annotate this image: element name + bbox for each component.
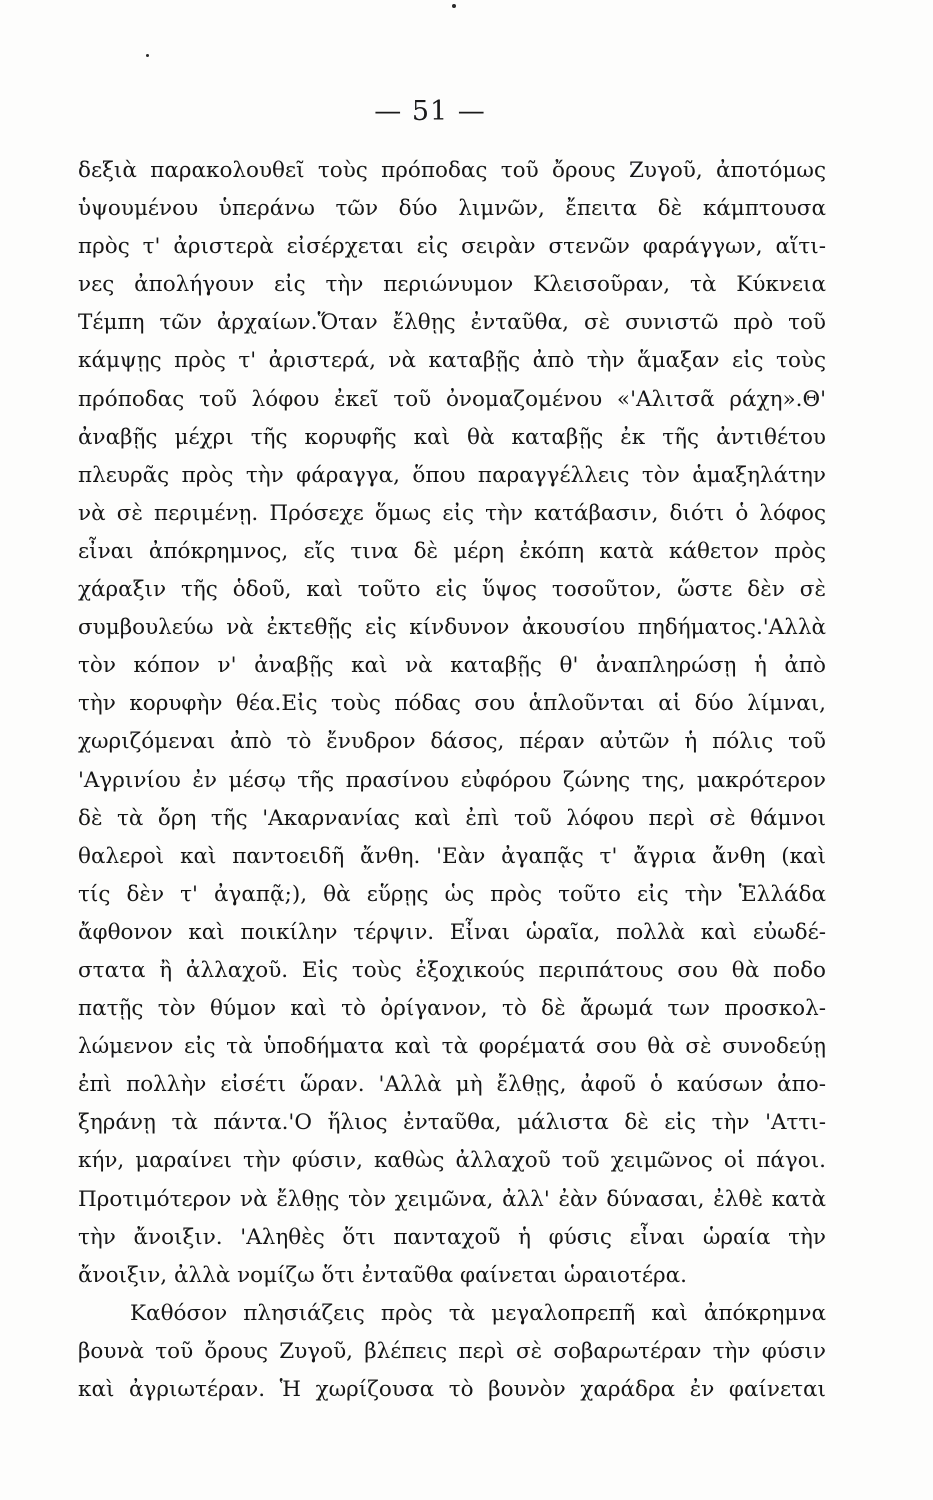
- text-line: τίς δὲν τ' ἀγαπᾷ;), θὰ εὕρῃς ὡς πρὸς τοῦτο εἰς τὴν Ἑλλάδα: [78, 881, 826, 907]
- text-line: λώμενον εἰς τὰ ὑποδήματα καὶ τὰ φορέματά σου θὰ σὲ συνοδεύῃ: [78, 1034, 826, 1060]
- text-line: ἀναβῇς μέχρι τῆς κορυφῆς καὶ θὰ καταβῇς ἐκ τῆς ἀντιθέτου: [78, 424, 826, 450]
- text-line: ὑψουμένου ὑπεράνω τῶν δύο λιμνῶν, ἔπειτα δὲ κάμπτουσα: [78, 196, 826, 222]
- body-text: [78, 152, 826, 1409]
- text-line: νες ἀπολήγουν εἰς τὴν περιώνυμον Κλεισοῦραν, τὰ Κύκνεια: [78, 272, 826, 298]
- text-line: πατῇς τὸν θύμον καὶ τὸ ὀρίγανον, τὸ δὲ ἄρωμά των προσκολ-: [78, 996, 826, 1022]
- text-line: δεξιὰ παρακολουθεῖ τοὺς πρόποδας τοῦ ὄρους Ζυγοῦ, ἀποτόμως: [78, 158, 826, 183]
- text-line: πλευρᾶς πρὸς τὴν φάραγγα, ὅπου παραγγέλλεις τὸν ἁμαξηλάτην: [78, 462, 826, 488]
- text-line: κήν, μαραίνει τὴν φύσιν, καθὼς ἀλλαχοῦ τοῦ χειμῶνος οἱ πάγοι.: [78, 1148, 826, 1174]
- text-line: τὴν ἄνοιξιν. 'Αληθὲς ὅτι πανταχοῦ ἡ φύσις εἶναι ὡραία τὴν: [78, 1224, 826, 1250]
- text-line: εἶναι ἀπόκρημνος, εἴς τινα δὲ μέρη ἐκόπη κατὰ κάθετον πρὸς: [78, 538, 826, 564]
- text-line: χάραξιν τῆς ὁδοῦ, καὶ τοῦτο εἰς ὕψος τοσοῦτον, ὥστε δὲν σὲ: [78, 577, 826, 603]
- ink-speck: [146, 54, 149, 57]
- text-line: συμβουλεύω νὰ ἐκτεθῇς εἰς κίνδυνον ἀκουσίου πηδήματος.'Αλλὰ: [78, 615, 826, 641]
- text-line: τὸν κόπον ν' ἀναβῇς καὶ νὰ καταβῇς θ' ἀναπληρώσῃ ἡ ἀπὸ: [78, 653, 826, 679]
- text-line: Προτιμότερον νὰ ἔλθῃς τὸν χειμῶνα, ἀλλ' ἐὰν δύνασαι, ἐλθὲ κατὰ: [78, 1186, 826, 1212]
- text-line: θαλεροὶ καὶ παντοειδῆ ἄνθη. 'Εὰν ἀγαπᾷς τ' ἄγρια ἄνθη (καὶ: [78, 843, 826, 869]
- ink-speck: [452, 4, 456, 8]
- text-line-paragraph-start: Καθόσον πλησιάζεις πρὸς τὰ μεγαλοπρεπῆ καὶ ἀπόκρημνα: [130, 1300, 826, 1326]
- text-line: πρὸς τ' ἀριστερὰ εἰσέρχεται εἰς σειρὰν στενῶν φαράγγων, αἵτι-: [78, 234, 826, 260]
- text-line: δὲ τὰ ὄρη τῆς 'Ακαρνανίας καὶ ἐπὶ τοῦ λόφου περὶ σὲ θάμνοι: [78, 805, 826, 831]
- text-line: νὰ σὲ περιμένῃ. Πρόσεχε ὅμως εἰς τὴν κατάβασιν, διότι ὁ λόφος: [78, 500, 826, 526]
- text-line-paragraph-end: ἄνοιξιν, ἀλλὰ νομίζω ὅτι ἐνταῦθα φαίνεται ὡραιοτέρα.: [78, 1262, 688, 1288]
- text-line: καὶ ἀγριωτέραν. Ἡ χωρίζουσα τὸ βουνὸν χαράδρα ἐν φαίνεται: [78, 1377, 826, 1402]
- text-line: βουνὰ τοῦ ὄρους Ζυγοῦ, βλέπεις περὶ σὲ σοβαρωτέραν τὴν φύσιν: [78, 1338, 826, 1364]
- text-line: Τέμπη τῶν ἀρχαίων.Ὅταν ἔλθῃς ἐνταῦθα, σὲ συνιστῶ πρὸ τοῦ: [78, 310, 826, 336]
- text-line: χωριζόμεναι ἀπὸ τὸ ἔνυδρον δάσος, πέραν αὐτῶν ἡ πόλις τοῦ: [78, 729, 826, 755]
- text-line: ἄφθονον καὶ ποικίλην τέρψιν. Εἶναι ὡραῖα, πολλὰ καὶ εὐωδέ-: [78, 919, 826, 945]
- text-line: στατα ἢ ἀλλαχοῦ. Εἰς τοὺς ἐξοχικούς περιπάτους σου θὰ ποδο: [78, 957, 826, 983]
- text-line: ξηράνῃ τὰ πάντα.'Ο ἥλιος ἐνταῦθα, μάλιστα δὲ εἰς τὴν 'Αττι-: [78, 1110, 826, 1136]
- text-line: ἐπὶ πολλὴν εἰσέτι ὥραν. 'Αλλὰ μὴ ἔλθῃς, ἀφοῦ ὁ καύσων ἀπο-: [78, 1072, 826, 1098]
- page-number: — 51 —: [374, 96, 486, 127]
- text-line: κάμψῃς πρὸς τ' ἀριστερά, νὰ καταβῇς ἀπὸ τὴν ἅμαξαν εἰς τοὺς: [78, 348, 826, 374]
- text-line: τὴν κορυφὴν θέα.Εἰς τοὺς πόδας σου ἁπλοῦνται αἱ δύο λίμναι,: [78, 691, 826, 717]
- text-line: 'Αγρινίου ἐν μέσῳ τῆς πρασίνου εὐφόρου ζώνης της, μακρότερον: [78, 767, 826, 793]
- text-line: πρόποδας τοῦ λόφου ἐκεῖ τοῦ ὀνομαζομένου «'Αλιτσᾶ ράχη».Θ': [78, 386, 826, 412]
